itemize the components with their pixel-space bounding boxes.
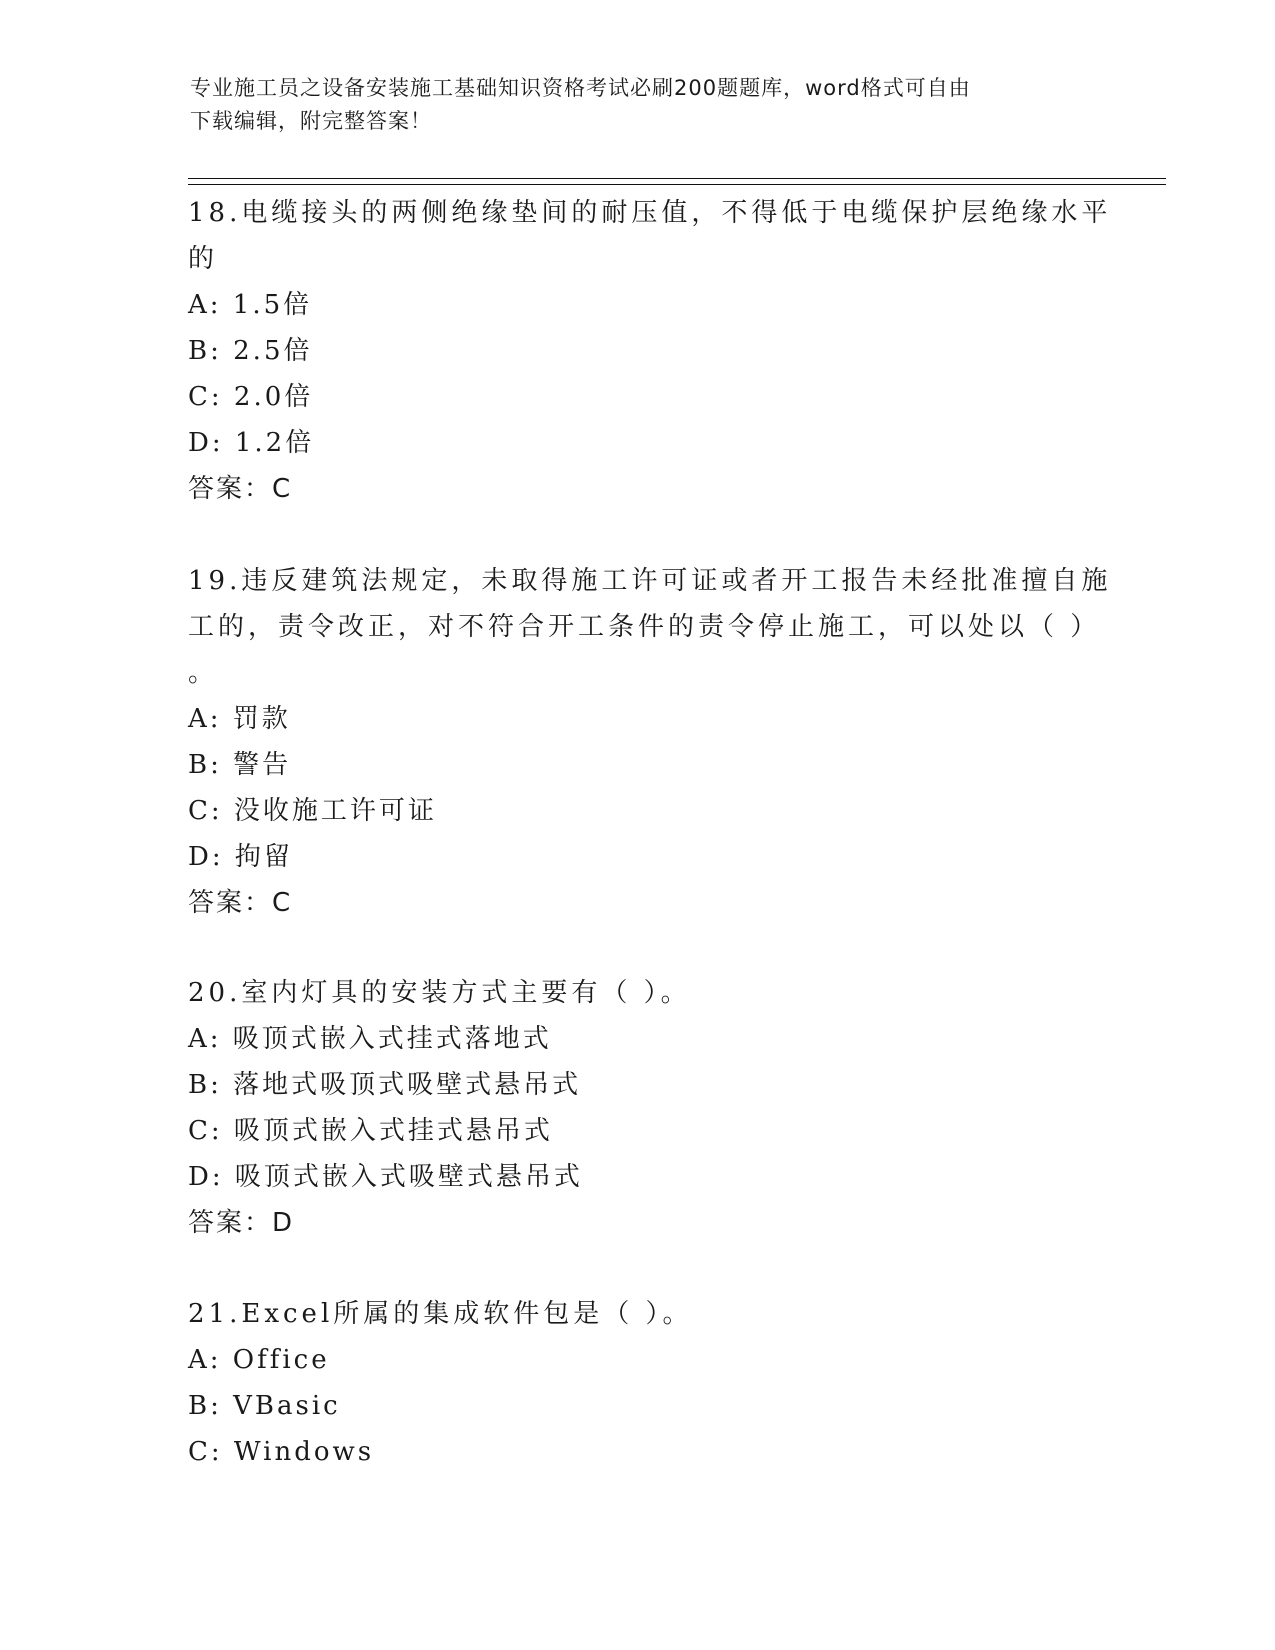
question-text-line: 19.违反建筑法规定，未取得施工许可证或者开工报告未经批准擅自施 — [188, 566, 1112, 596]
option-a: A: 罚款 — [188, 704, 291, 734]
answer: 答案：C — [188, 474, 293, 504]
question-19 — [188, 558, 1112, 926]
option-b: B: 落地式吸顶式吸壁式悬吊式 — [188, 1070, 582, 1100]
option-a: A: 吸顶式嵌入式挂式落地式 — [188, 1024, 552, 1054]
question-text-line: 。 — [188, 658, 219, 688]
question-18 — [188, 190, 1112, 512]
option-a: A: Office — [188, 1345, 330, 1375]
option-c: C: 吸顶式嵌入式挂式悬吊式 — [188, 1116, 553, 1146]
header-divider-top — [188, 178, 1166, 179]
option-b: B: 警告 — [188, 750, 292, 780]
answer: 答案：D — [188, 1208, 295, 1238]
option-c: C: 2.0倍 — [188, 382, 314, 412]
question-21 — [188, 1291, 1088, 1475]
header-line-1: 专业施工员之设备安装施工基础知识资格考试必刷200题题库，word格式可自由 — [190, 76, 971, 100]
option-b: B: VBasic — [188, 1391, 341, 1421]
option-b: B: 2.5倍 — [188, 336, 313, 366]
option-c: C: Windows — [188, 1437, 375, 1467]
question-text-line: 21.Excel所属的集成软件包是（ ）。 — [188, 1299, 693, 1329]
question-20 — [188, 970, 1088, 1246]
header-line-2: 下载编辑，附完整答案！ — [190, 109, 432, 133]
answer: 答案：C — [188, 888, 293, 918]
document-header — [190, 72, 1090, 138]
question-text-line: 工的，责令改正，对不符合开工条件的责令停止施工，可以处以（ ） — [188, 612, 1101, 642]
option-a: A: 1.5倍 — [188, 290, 313, 320]
question-text-line: 20.室内灯具的安装方式主要有（ ）。 — [188, 978, 691, 1008]
option-d: D: 1.2倍 — [188, 428, 315, 458]
option-d: D: 吸顶式嵌入式吸壁式悬吊式 — [188, 1162, 583, 1192]
question-text-line: 18.电缆接头的两侧绝缘垫间的耐压值，不得低于电缆保护层绝缘水平 — [188, 198, 1112, 228]
header-divider-bottom — [188, 184, 1166, 185]
question-text-line: 的 — [188, 244, 219, 274]
option-d: D: 拘留 — [188, 842, 293, 872]
option-c: C: 没收施工许可证 — [188, 796, 437, 826]
